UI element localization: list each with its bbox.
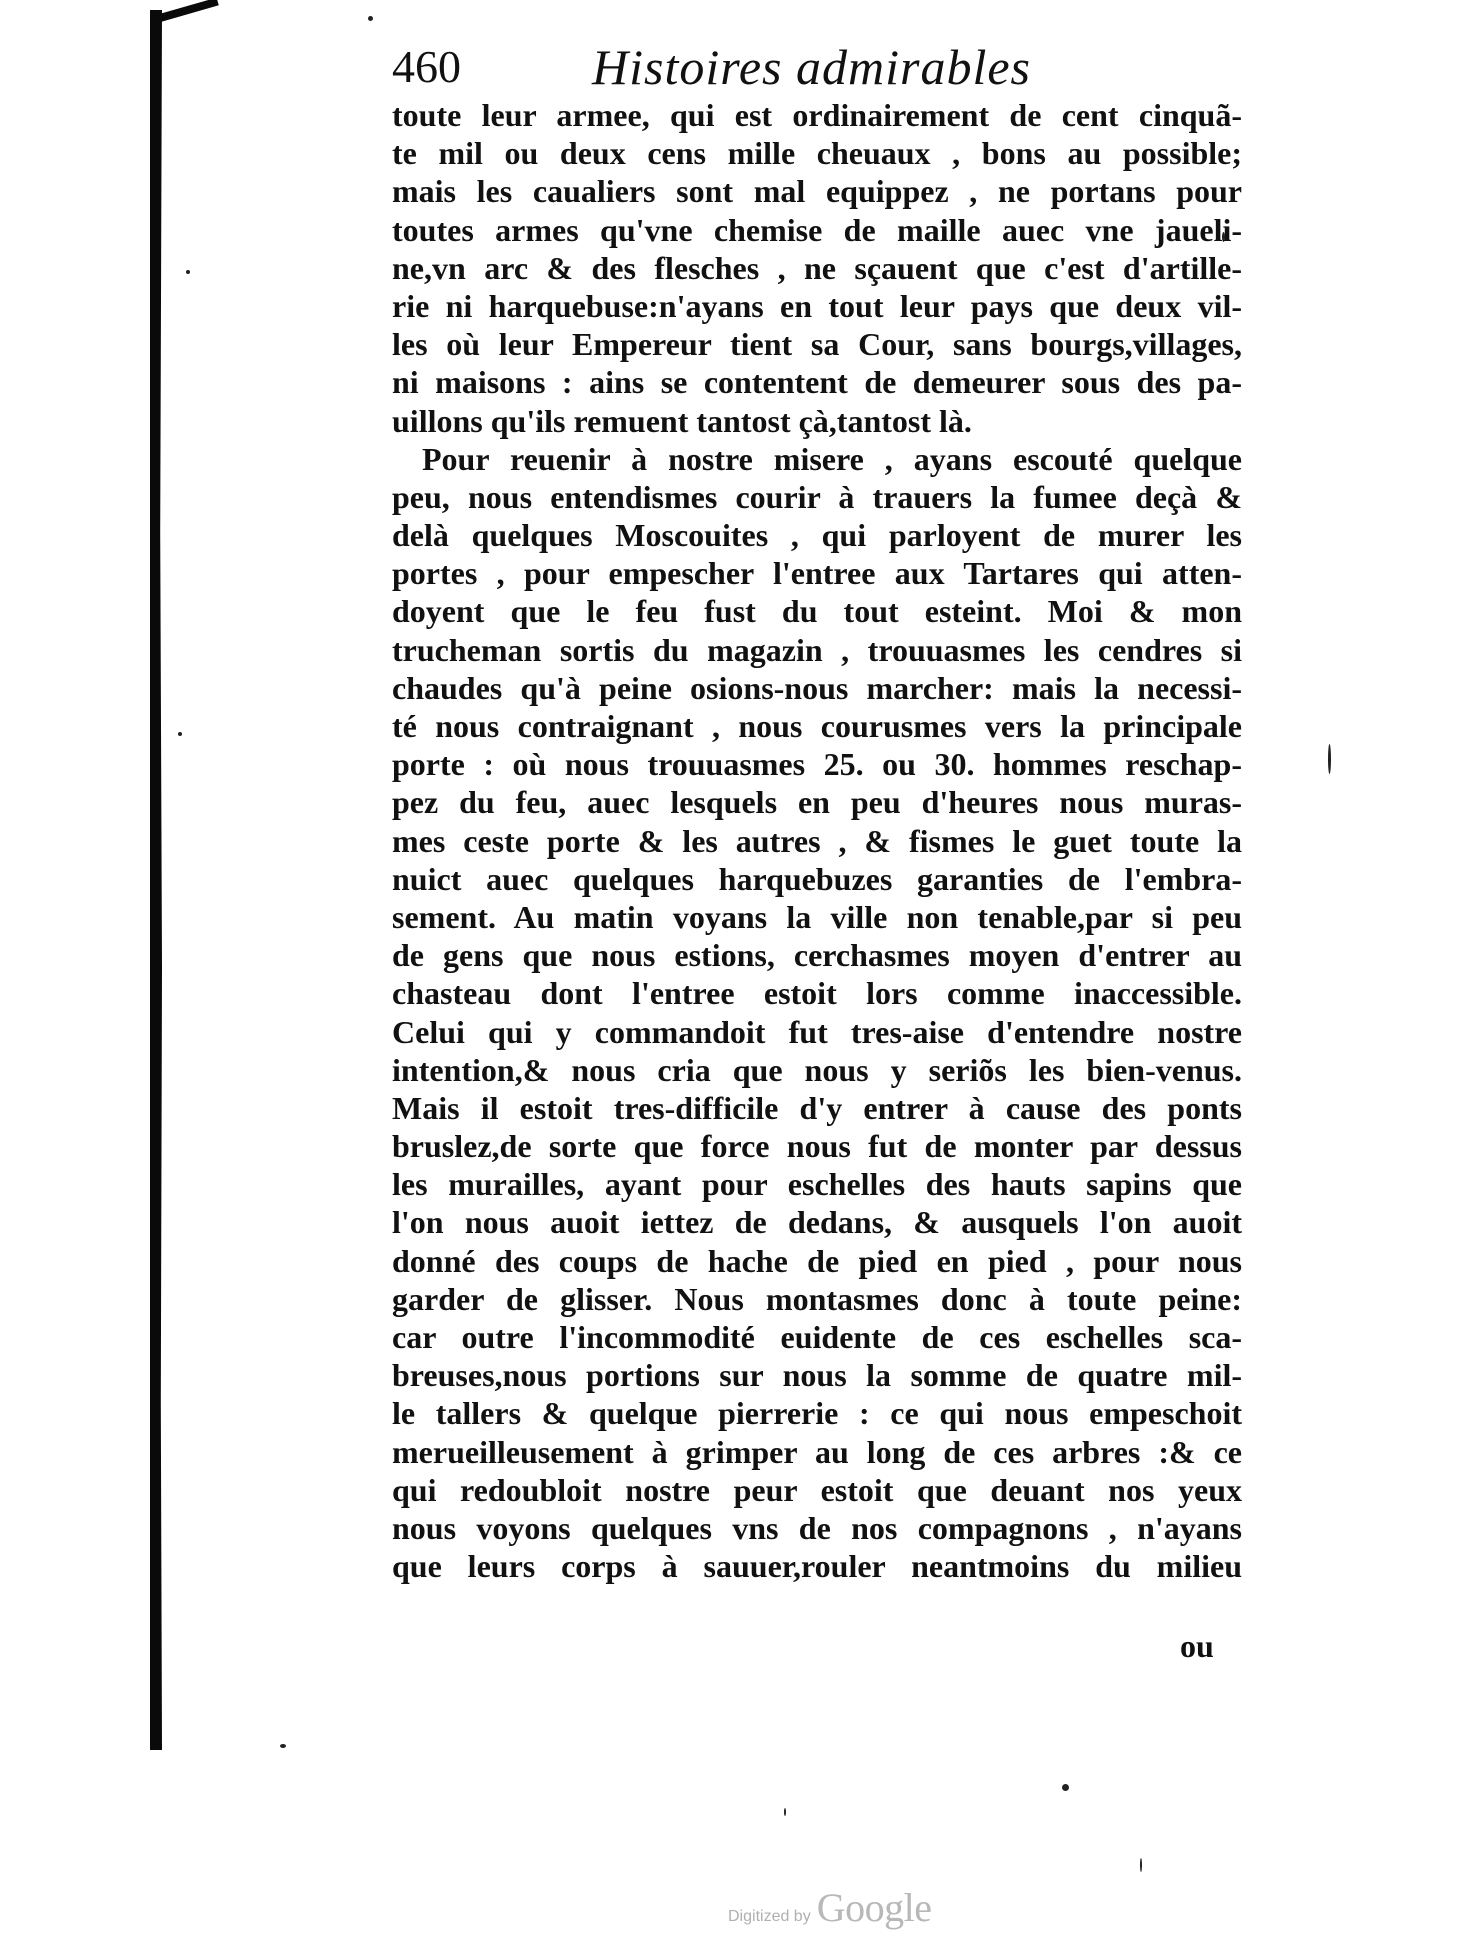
text-line: pez du feu, auec lesquels en peu d'heures nous muras-	[392, 784, 1242, 821]
text-line: merueilleusement à grimper au long de ces arbres :& ce	[392, 1433, 1242, 1470]
page-number: 460	[392, 41, 461, 92]
text-line: bruslez,de sorte que force nous fut de monter par dessus	[392, 1128, 1242, 1165]
text-line: chaudes qu'à peine osions-nous marcher: mais la necessi-	[392, 669, 1242, 706]
text-line: trucheman sortis du magazin , trouuasmes les cendres si	[392, 631, 1242, 668]
text-line: te mil ou deux cens mille cheuaux , bons au possible;	[392, 135, 1242, 172]
text-line: mes ceste porte & les autres , & fismes le guet toute la	[392, 822, 1242, 859]
scan-speck	[1328, 744, 1331, 774]
text-line: doyent que le feu fust du tout esteint. Moi & mon	[392, 593, 1242, 630]
text-line: de gens que nous estions, cerchasmes moyen d'entrer au	[392, 937, 1242, 974]
text-line: mais les caualiers sont mal equippez , ne portans pour	[392, 173, 1242, 210]
text-line: ni maisons : ains se contentent de demeurer sous des pa-	[392, 364, 1242, 401]
text-line: toute leur armee, qui est ordinairement de cent cinquã-	[392, 97, 1242, 133]
text-line: ne,vn arc & des flesches , ne sçauent que c'est d'artille-	[392, 249, 1242, 286]
text-line: porte : où nous trouuasmes 25. ou 30. hommes reschap-	[392, 746, 1242, 783]
text-line: sement. Au matin voyans la ville non tenable,par si peu	[392, 898, 1242, 935]
binding-shadow	[150, 10, 162, 1750]
scan-speck	[186, 270, 190, 274]
text-line: l'on nous auoit iettez de dedans, & ausquels l'on auoit	[392, 1204, 1242, 1241]
text-line: les murailles, ayant pour eschelles des hauts sapins que	[392, 1166, 1242, 1203]
text-line: portes , pour empescher l'entree aux Tartares qui atten-	[392, 555, 1242, 592]
digitized-by-google-watermark	[728, 1884, 932, 1930]
google-logo: Google	[816, 1885, 932, 1930]
text-line: uillons qu'ils remuent tantost çà,tantost là.	[392, 402, 972, 439]
text-line: Mais il estoit tres-difficile d'y entrer à cause des ponts	[392, 1089, 1242, 1126]
text-line: car outre l'incommodité euidente de ces eschelles sca-	[392, 1319, 1242, 1355]
scan-speck	[280, 1744, 286, 1748]
digitized-by-label: Digitized by	[728, 1908, 811, 1925]
text-line: delà quelques Moscouites , qui parloyent de murer les	[392, 517, 1242, 554]
text-line: nuict auec quelques harquebuzes garanties de l'embra-	[392, 860, 1242, 897]
text-line: qui redoubloit nostre peur estoit que deuant nos yeux	[392, 1471, 1242, 1508]
scan-speck	[368, 16, 373, 21]
text-line: le tallers & quelque pierrerie : ce qui nous empeschoit	[392, 1395, 1242, 1432]
text-line: rie ni harquebuse:n'ayans en tout leur pays que deux vil-	[392, 287, 1242, 324]
text-line: garder de glisser. Nous montasmes donc à toute peine:	[392, 1280, 1242, 1317]
catchword: ou	[1180, 1628, 1214, 1664]
scan-speck	[784, 1808, 786, 1816]
text-line: Celui qui y commandoit fut tres-aise d'entendre nostre	[392, 1013, 1242, 1050]
binding-shadow-top	[159, 0, 219, 22]
text-line: breuses,nous portions sur nous la somme de quatre mil-	[392, 1357, 1242, 1394]
text-line: que leurs corps à sauuer,rouler neantmoins du milieu	[392, 1548, 1242, 1585]
scan-speck	[1062, 1784, 1069, 1791]
page-header	[392, 36, 1234, 98]
text-line: intention,& nous cria que nous y seriõs les bien-venus.	[392, 1051, 1242, 1088]
body-text	[392, 96, 1242, 1585]
text-line: Pour reuenir à nostre misere , ayans escouté quelque	[422, 440, 1242, 477]
text-line: donné des coups de hache de pied en pied , pour nous	[392, 1242, 1242, 1279]
text-line: chasteau dont l'entree estoit lors comme inaccessible.	[392, 975, 1242, 1012]
text-line: nous voyons quelques vns de nos compagnons , n'ayans	[392, 1509, 1242, 1546]
text-line: toutes armes qu'vne chemise de maille auec vne jaueli-	[392, 211, 1242, 248]
text-line: peu, nous entendismes courir à trauers la fumee deçà &	[392, 478, 1242, 515]
text-line: les où leur Empereur tient sa Cour, sans bourgs,villages,	[392, 326, 1242, 363]
running-head: Histoires admirables	[592, 39, 1031, 95]
scan-speck	[1140, 1858, 1142, 1872]
scan-speck	[178, 732, 182, 736]
text-line: té nous contraignant , nous courusmes vers la principale	[392, 708, 1242, 744]
